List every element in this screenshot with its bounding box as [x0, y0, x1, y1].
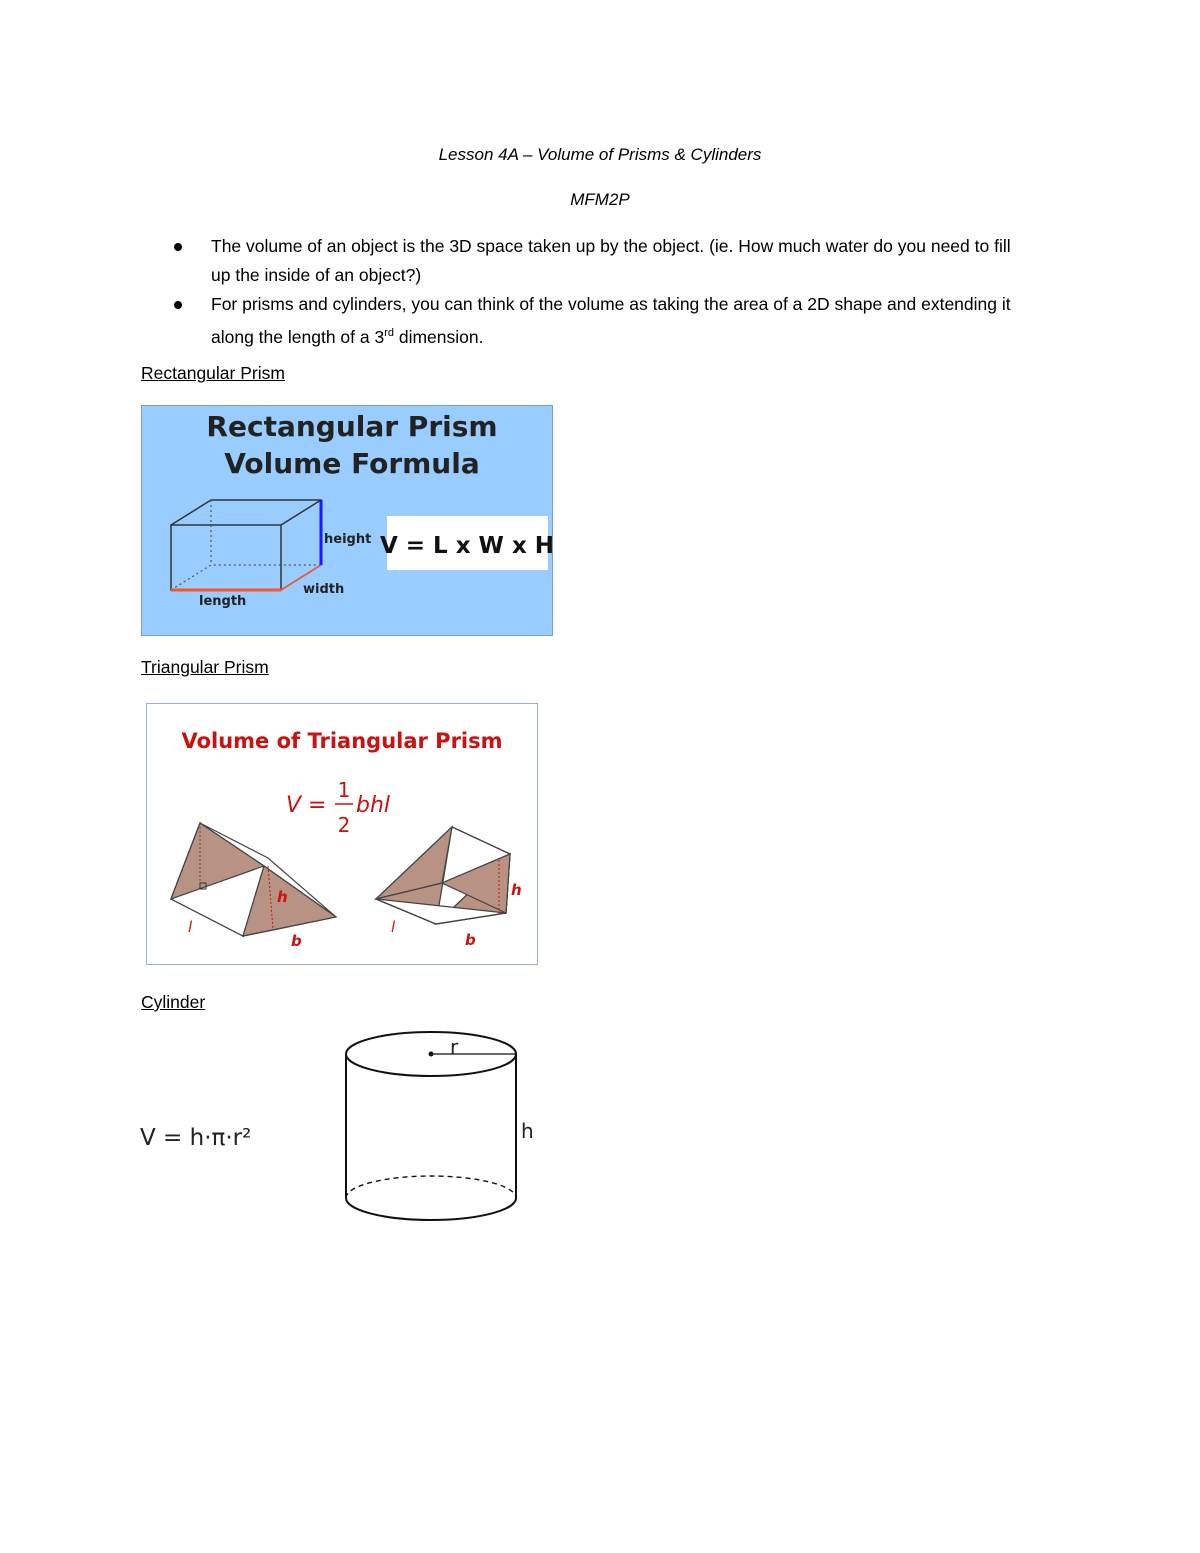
page-title: Lesson 4A – Volume of Prisms & Cylinders: [438, 145, 762, 164]
label-height: height: [324, 532, 372, 547]
tri-figure-title: Volume of Triangular Prism: [181, 729, 503, 753]
cylinder-figure: [130, 1020, 560, 1230]
tri-label-l-left: l: [188, 918, 193, 936]
tri-label-l-right: l: [391, 918, 396, 936]
bullet-text-start: For prisms and cylinders, you can think of the volume as taking the area of a 2D shape and extending it along the length of a 3: [211, 294, 1011, 347]
course-code: MFM2P: [570, 190, 630, 209]
tri-formula-rest: bhl: [356, 793, 391, 818]
triangular-prism-heading: Triangular Prism: [141, 657, 269, 677]
tri-label-b-right: b: [465, 931, 476, 949]
bullet-text: The volume of an object is the 3D space taken up by the object. (ie. How much water do you need to fill up the inside of an object?): [211, 236, 1011, 285]
center-point: [429, 1052, 434, 1057]
rect-figure-title-2: Volume Formula: [224, 447, 480, 480]
rectangular-prism-figure: [141, 405, 553, 636]
bullet-item: [172, 232, 1032, 290]
cylinder-label-r: r: [450, 1035, 459, 1059]
triangular-prism-figure: [146, 703, 538, 965]
cylinder-formula: V = h·π·r²: [140, 1125, 252, 1151]
tri-formula-lhs: V =: [286, 793, 327, 818]
label-width: width: [303, 582, 345, 597]
bullet-icon: [174, 301, 182, 309]
cylinder-heading: Cylinder: [141, 992, 206, 1012]
tri-label-b-left: b: [291, 932, 302, 950]
tri-formula-numerator: 1: [337, 778, 351, 802]
bullet-text-end: dimension.: [393, 326, 484, 347]
cylinder-label-h: h: [521, 1119, 534, 1143]
cylinder-icon: [346, 1032, 516, 1220]
bullet-icon: [174, 243, 182, 251]
bullet-list: [172, 232, 1032, 352]
bullet-item: [172, 290, 1032, 352]
tri-formula-denominator: 2: [337, 813, 351, 837]
tri-label-h-right: h: [511, 881, 522, 899]
rect-figure-title-1: Rectangular Prism: [206, 410, 498, 443]
rectangular-prism-heading: Rectangular Prism: [141, 363, 285, 383]
label-length: length: [199, 594, 247, 609]
tri-label-h-left: h: [277, 888, 288, 906]
superscript-rd: rd: [384, 327, 394, 339]
rect-formula: V = L x W x H: [379, 533, 553, 559]
